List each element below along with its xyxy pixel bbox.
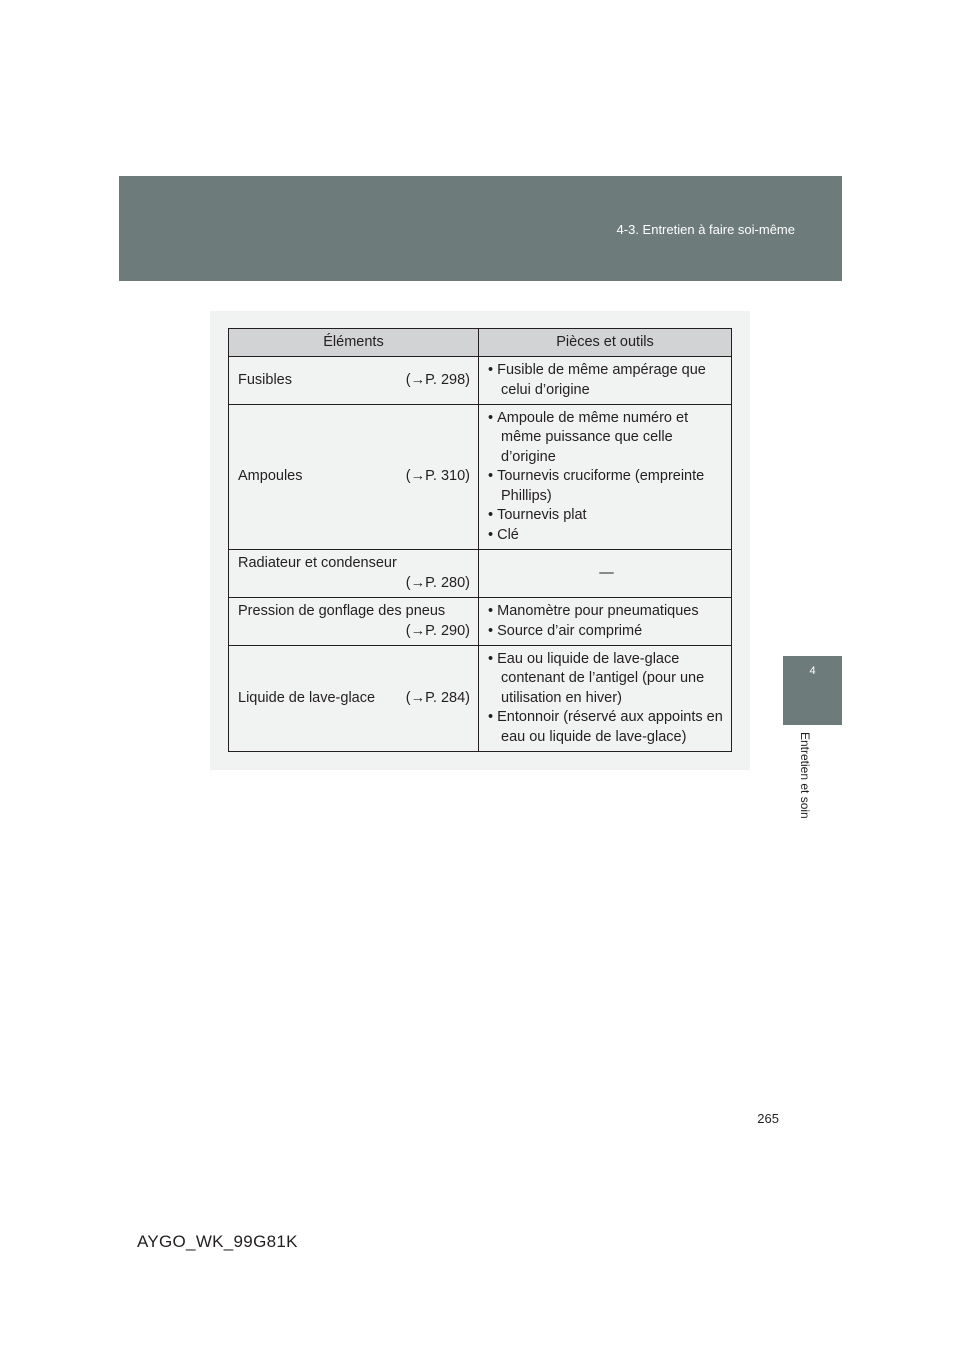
chapter-number: 4 xyxy=(809,665,816,677)
tools-cell xyxy=(479,598,732,646)
tool-item: • Ampoule de même numéro et même puissance que celle d’origine xyxy=(488,409,725,468)
document-code: AYGO_WK_99G81K xyxy=(137,1232,298,1251)
content-box xyxy=(210,311,750,770)
table-header-row xyxy=(229,329,732,357)
table-row xyxy=(229,550,732,598)
tool-item: • Tournevis plat xyxy=(488,506,725,526)
item-name: Radiateur et condenseur xyxy=(238,555,397,571)
table-row xyxy=(229,598,732,646)
item-page-ref: (→P. 290) xyxy=(405,622,470,639)
tool-item: • Fusible de même ampérage que celui d’origine xyxy=(488,361,725,400)
item-cell xyxy=(229,405,479,550)
tool-item: • Manomètre pour pneumatiques xyxy=(488,602,725,622)
table-row xyxy=(229,405,732,550)
tools-cell xyxy=(479,646,732,752)
section-title: 4-3. Entretien à faire soi-même xyxy=(616,222,795,237)
column-header-tools: Pièces et outils xyxy=(479,329,732,357)
header-band xyxy=(119,176,842,281)
tools-cell xyxy=(479,357,732,405)
item-page-ref: (→P. 284) xyxy=(405,689,470,706)
item-cell xyxy=(229,598,479,646)
column-header-items: Éléments xyxy=(229,329,479,357)
tool-item: • Tournevis cruciforme (empreinte Phillips) xyxy=(488,467,725,506)
tools-cell-empty: — xyxy=(479,550,732,598)
table-row xyxy=(229,646,732,752)
item-cell xyxy=(229,646,479,752)
tool-item: • Clé xyxy=(488,526,725,546)
item-cell xyxy=(229,550,479,598)
table-row xyxy=(229,357,732,405)
parts-table xyxy=(228,328,732,752)
tool-item: • Entonnoir (réservé aux appoints en eau ou liquide de lave-glace) xyxy=(488,708,725,747)
item-name: Fusibles xyxy=(238,371,292,388)
item-cell xyxy=(229,357,479,405)
page-number: 265 xyxy=(757,1111,779,1126)
chapter-tab xyxy=(783,656,842,725)
tool-item: • Source d’air comprimé xyxy=(488,622,725,642)
chapter-title: Entretien et soin xyxy=(798,732,812,819)
item-name: Liquide de lave-glace xyxy=(238,689,376,706)
item-page-ref: (→P. 298) xyxy=(405,371,470,388)
item-name: Pression de gonflage des pneus xyxy=(238,603,446,619)
item-name: Ampoules xyxy=(238,468,303,485)
tools-cell xyxy=(479,405,732,550)
tool-item: • Eau ou liquide de lave-glace contenant de l’antigel (pour une utilisation en hiver) xyxy=(488,650,725,709)
item-page-ref: (→P. 280) xyxy=(405,574,470,591)
item-page-ref: (→P. 310) xyxy=(405,468,470,485)
